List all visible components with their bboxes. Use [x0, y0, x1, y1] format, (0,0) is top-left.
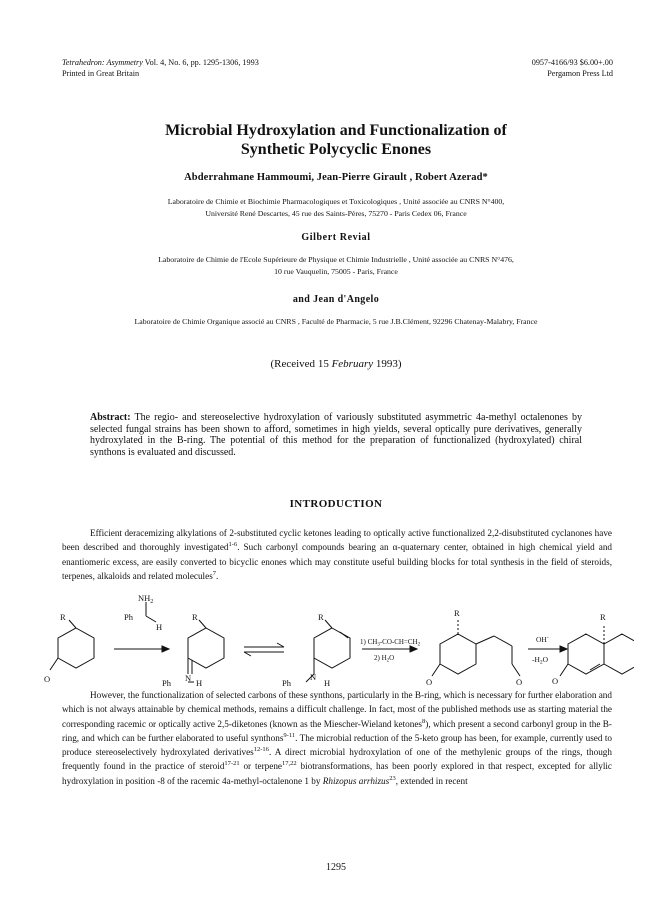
scheme-o4b: O [516, 677, 523, 686]
affiliation-2-line-1: Laboratoire de Chimie de l'Ecole Supérieure de Physique et Chimie Industrielle , Unité associée au CNRS N°476, [158, 255, 514, 264]
ref-superscript: 7 [212, 569, 217, 577]
journal-citation: Vol. 4, No. 6, pp. 1295-1306, 1993 [142, 58, 259, 67]
authors-group-2: Gilbert Revial [301, 232, 371, 243]
scheme-hydroxide: OH- [536, 635, 549, 644]
affiliation-2 [40, 254, 632, 277]
p2-text-c: . The microbial reduction of the 5-keto group has been, for example, currently used to produce stereoselectively hydroxylated derivatives [62, 732, 613, 758]
scheme-h-amine: H [156, 622, 163, 632]
abstract-label: Abstract: [90, 412, 131, 423]
ref-superscript: 8 [422, 717, 426, 725]
scheme-h3: H [324, 678, 331, 686]
title-line-1: Microbial Hydroxylation and Functionalization of [165, 122, 507, 139]
scheme-ph3: Ph [282, 678, 291, 686]
ring-5b [604, 634, 634, 674]
scheme-r1: R [60, 612, 66, 622]
species-name: Rhizopus arrhizus [322, 775, 390, 786]
abstract [90, 412, 582, 458]
journal-header [62, 57, 259, 79]
ref-superscript: 23 [389, 774, 396, 782]
p1-text-b: . Such carbonyl compounds bearing an α-quaternary center, obtained in high chemical yield and enantiomeric excess, are easily converted to bicyclic enones which may constitute useful building blocks for total synthesis in the field of steroids, terpenes, alkaloids and related molecules [62, 542, 613, 581]
publisher-header [532, 57, 613, 79]
printed-in: Printed in Great Britain [62, 69, 140, 78]
scheme-r2: R [192, 612, 198, 622]
scheme-minus-water: $-H_2O$ [532, 655, 549, 666]
p2-text-d: . A direct microbial hydroxylation of one of the methylenic groups of the rings, though frequently found in the practice of steroid [62, 747, 612, 772]
abstract-text: The regio- and stereoselective hydroxylation of variously substituted asymmetric 4a-methyl octalenones by selected fungal strains has been shown to afford, sometimes in high yields, several optically pure derivatives, generally hydroxylated in the B-ring. The potential of this method for the preparation of functionalized (hydroxylated) chiral synthons is evaluated and discussed. [90, 412, 582, 458]
scheme-ph-amine: Ph [124, 612, 133, 622]
ref-superscript: 9-11 [283, 731, 296, 739]
p1-text-c: . [216, 570, 219, 581]
affiliation-2-line-2: 10 rue Vauquelin, 75005 - Paris, France [274, 266, 398, 276]
ring-1 [58, 628, 94, 668]
scheme-n3: N [310, 672, 317, 682]
p2-text-b: ), which present a second carbonyl group in the B-ring, and which can be further elaborated to useful synthons [62, 718, 612, 743]
scheme-o5: O [552, 676, 559, 686]
scheme-r3: R [318, 612, 324, 622]
paper-title [40, 121, 632, 159]
scheme-r4: R [454, 608, 460, 618]
scheme-reagent-2: 2) $H_2O$ [374, 654, 395, 664]
authors-group-1: Abderrahmane Hammoumi, Jean-Pierre Girault , Robert Azerad* [184, 172, 488, 183]
scheme-n2: N [185, 673, 192, 683]
intro-paragraph-2 [62, 688, 612, 788]
p2-text-f: biotransformations, has been poorly explored in that respect, excepted for allylic hydroxylation in position -8 of the racemic 4a-methyl-octalenone 1 by [62, 761, 612, 786]
page-number: 1295 [326, 862, 346, 873]
journal-name: Tetrahedron: Asymmetry [62, 58, 143, 67]
ref-superscript: 17,22 [282, 760, 297, 768]
ref-superscript: 12-16 [253, 746, 269, 754]
scheme-nh2: $NH_2$ [138, 594, 154, 605]
received-year: 1993) [373, 358, 402, 370]
ref-superscript: 1-6 [228, 541, 238, 549]
ring-4 [440, 634, 476, 674]
scheme-reagent-1: 1) $CH_3-CO-CH=CH_2$ [360, 638, 421, 648]
reaction-scheme [44, 594, 634, 686]
affiliation-1-line-1: Laboratoire de Chimie et Biochimie Pharmacologiques et Toxicologiques , Unité associée au CNRS N°400, [167, 197, 505, 206]
ring-2 [188, 628, 224, 668]
publisher: Pergamon Press Ltd [547, 69, 613, 78]
affiliation-3: Laboratoire de Chimie Organique associé au CNRS , Faculté de Pharmacie, 5 rue J.B.Clément, 92296 Chatenay-Malabry, France [134, 317, 538, 326]
scheme-ph2: Ph [162, 678, 171, 686]
p2-text-g: , extended in recent [395, 775, 468, 786]
received-date [40, 358, 632, 370]
affiliation-1 [40, 196, 632, 219]
scheme-r5: R [600, 612, 606, 622]
p2-text-a: However, the functionalization of selected carbons of these synthons, particularly in the B-ring, which is necessary for further elaboration and which is not always attainable by chemical methods, remains a difficult challenge. In fact, most of the published methods use as starting material the corresponding racemic or optically active 2,5-diketones (known as the Miescher-Wieland ketones [62, 690, 612, 729]
intro-paragraph-1 [62, 526, 612, 583]
received-day: 15 [315, 358, 332, 370]
scheme-o1: O [44, 674, 51, 684]
issn: 0957-4166/93 $6.00+.00 [531, 58, 613, 67]
received-month: February [331, 358, 374, 370]
received-prefix: (Received [270, 358, 316, 370]
authors-group-3: and Jean d'Angelo [292, 294, 380, 305]
p2-text-e: or terpene [239, 761, 282, 772]
p1-text-a: Efficient deracemizing alkylations of 2-substituted cyclic ketones leading to optically active functionalized 2,2-disubstituted cyclanones have been described and thoroughly investigated [62, 528, 612, 553]
title-line-2: Synthetic Polycyclic Enones [240, 141, 432, 158]
scheme-h2: H [196, 678, 203, 686]
ref-superscript: 17-21 [224, 760, 240, 768]
section-heading-introduction: INTRODUCTION [289, 498, 383, 510]
scheme-o4a: O [426, 677, 433, 686]
affiliation-1-line-2: Université René Descartes, 45 rue des Saints-Pères, 75270 - Paris Cedex 06, France [205, 208, 467, 218]
ring-3 [314, 628, 350, 668]
ring-5a [568, 634, 604, 674]
